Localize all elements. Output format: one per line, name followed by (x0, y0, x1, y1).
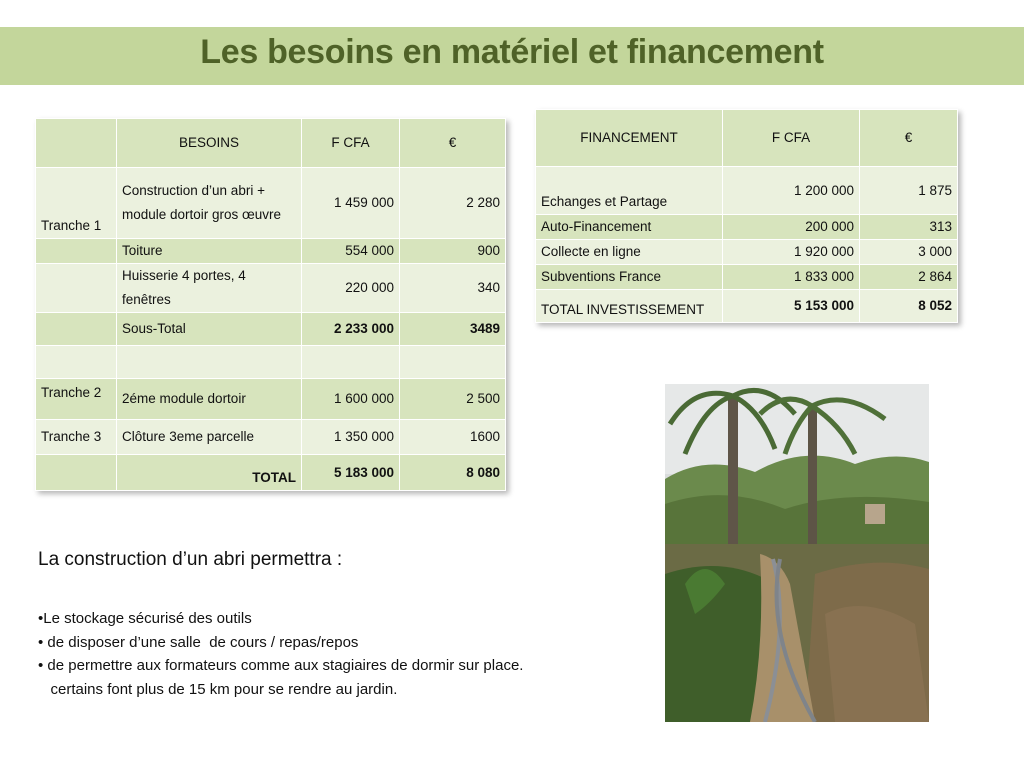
source-cell: Collecte en ligne (536, 240, 723, 265)
eur-cell: 340 (400, 264, 506, 313)
eur-cell: 1 875 (860, 167, 958, 215)
eur-cell: 2 500 (400, 379, 506, 420)
total-fcfa: 5 153 000 (723, 290, 860, 323)
subtotal-label: Sous-Total (117, 313, 302, 346)
subtotal-eur: 3489 (400, 313, 506, 346)
tranche-cell: Tranche 1 (36, 168, 117, 239)
tranche-cell (36, 239, 117, 264)
list-item: • de permettre aux formateurs comme aux stagiaires de dormir sur place. (38, 657, 524, 674)
header-fcfa: F CFA (302, 119, 400, 168)
header-eur: € (400, 119, 506, 168)
tranche-cell: Tranche 2 (36, 379, 117, 420)
subtotal-fcfa: 2 233 000 (302, 313, 400, 346)
eur-cell: 3 000 (860, 240, 958, 265)
page-title: Les besoins en matériel et financement (200, 33, 824, 71)
eur-cell: 313 (860, 215, 958, 240)
financement-header-label: FINANCEMENT (536, 110, 723, 167)
list-item: certains font plus de 15 km pour se rendre au jardin. (38, 680, 398, 698)
fcfa-cell: 1 833 000 (723, 265, 860, 290)
fcfa-cell: 220 000 (302, 264, 400, 313)
header-eur: € (860, 110, 958, 167)
fcfa-cell: 554 000 (302, 239, 400, 264)
besoins-header-row (36, 119, 506, 168)
table-row (36, 420, 506, 455)
fcfa-cell: 1 350 000 (302, 420, 400, 455)
header-empty-cell (36, 119, 117, 168)
tranche-cell (36, 313, 117, 346)
table-row (536, 265, 958, 290)
empty-row (36, 346, 506, 379)
garden-photo (665, 384, 929, 722)
table-row (36, 379, 506, 420)
fcfa-cell: 1 200 000 (723, 167, 860, 215)
tranche-cell: Tranche 3 (36, 420, 117, 455)
tranche-cell (36, 264, 117, 313)
total-fcfa: 5 183 000 (302, 455, 400, 491)
bullet-list (38, 607, 648, 701)
table-row (36, 239, 506, 264)
total-eur: 8 080 (400, 455, 506, 491)
intro-text: La construction d’un abri permettra : (38, 549, 343, 570)
header-fcfa: F CFA (723, 110, 860, 167)
source-cell: Subventions France (536, 265, 723, 290)
eur-cell: 2 280 (400, 168, 506, 239)
eur-cell: 1600 (400, 420, 506, 455)
financement-table (535, 109, 958, 323)
financement-header-row (536, 110, 958, 167)
list-item: •Le stockage sécurisé des outils (38, 610, 252, 627)
table-row (36, 264, 506, 313)
item-cell: Toiture (117, 239, 302, 264)
item-cell: Construction d’un abri + module dortoir gros œuvre (117, 168, 302, 239)
total-row (536, 290, 958, 323)
fcfa-cell: 1 920 000 (723, 240, 860, 265)
item-cell: 2éme module dortoir (117, 379, 302, 420)
source-cell: Echanges et Partage (536, 167, 723, 215)
eur-cell: 2 864 (860, 265, 958, 290)
source-cell: Auto-Financement (536, 215, 723, 240)
total-label: TOTAL (117, 455, 302, 491)
table-row (536, 167, 958, 215)
total-eur: 8 052 (860, 290, 958, 323)
table-row (536, 240, 958, 265)
table-row (536, 215, 958, 240)
total-row (36, 455, 506, 491)
list-item: • de disposer d’une salle de cours / repas/repos (38, 633, 359, 651)
besoins-header-label: BESOINS (117, 119, 302, 168)
fcfa-cell: 1 459 000 (302, 168, 400, 239)
item-cell: Huisserie 4 portes, 4 fenêtres (117, 264, 302, 313)
fcfa-cell: 200 000 (723, 215, 860, 240)
total-label: TOTAL INVESTISSEMENT (536, 290, 723, 323)
table-row (36, 168, 506, 239)
subtotal-row (36, 313, 506, 346)
eur-cell: 900 (400, 239, 506, 264)
item-cell: Clôture 3eme parcelle (117, 420, 302, 455)
besoins-table (35, 118, 506, 491)
fcfa-cell: 1 600 000 (302, 379, 400, 420)
